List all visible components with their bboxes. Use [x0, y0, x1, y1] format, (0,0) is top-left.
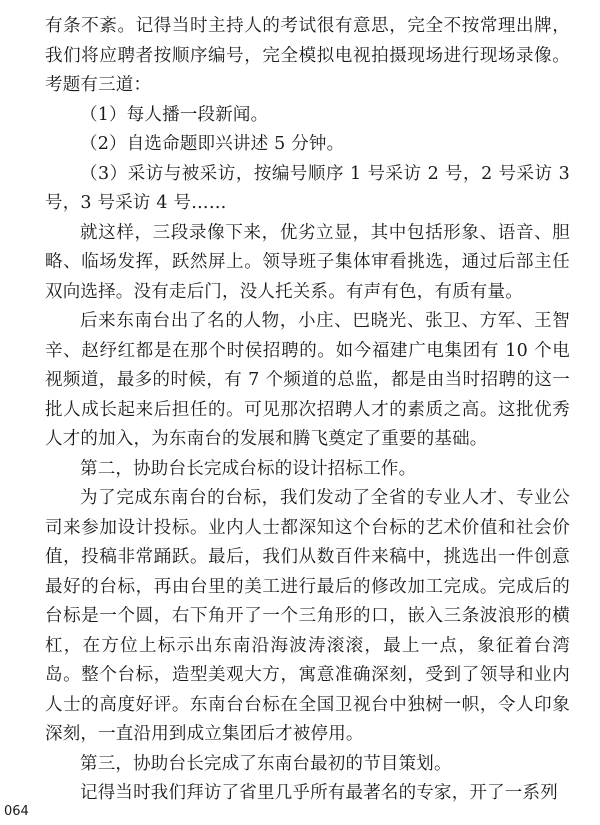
paragraph-expert-visits: 记得当时我们拜访了省里几乎所有最著名的专家，开了一系列	[80, 783, 558, 803]
exam-item-1: （1）每人播一段新闻。	[80, 104, 269, 125]
paragraph-recording-result: 就这样，三段录像下来，优劣立显，其中包括形象、语音、胆略、临场发挥，跃然屏上。领导班子集体审看挑选，通过后部主任双向选择。没有走后门，没人托关系。有声有色，有质有量。	[45, 222, 570, 302]
paragraph-logo-design: 为了完成东南台的台标，我们发动了全省的专业人才、专业公司来参加设计投标。业内人士都深知这个台标的艺术价值和社会价值，投稿非常踊跃。最后，我们从数百件来稿中，挑选出一件创意最好的台标，再由台里的美工进行最后的修改加工完成。完成后的台标是一个圆，右下角开了一个三角形的口，嵌入三条波浪形的横杠，在方位上标示出东南沿海波涛滚滚，最上一点，象征着台湾岛。整个台标，造型美观大方，寓意准确深刻，受到了领导和业内人士的高度好评。东南台台标在全国卫视台中独树一帜，令人印象深刻，一直沿用到成立集团后才被停用。	[45, 488, 570, 744]
exam-item-2: （2）自选命题即兴讲述 5 分钟。	[80, 134, 345, 154]
section-heading-program-planning: 第三，协助台长完成了东南台最初的节目策划。	[80, 753, 452, 774]
page-number: 064	[4, 804, 29, 819]
paragraph-famous-hires: 后来东南台出了名的人物，小庄、巴晓光、张卫、方军、王智辛、赵纾红都是在那个时侯招聘的。如今福建广电集团有 10 个电视频道，最多的时候，有 7 个频道的总监，都是由当时招聘的这一批人成长起来后担任的。可见那次招聘人才的素质之高。这批优秀人才的加入，为东南台的发展和腾飞奠定了重要的基础。	[45, 311, 570, 449]
exam-item-3	[45, 160, 570, 219]
section-heading-logo: 第二，协助台长完成台标的设计招标工作。	[80, 458, 417, 479]
exam-item-3-text: （3）采访与被采访，按编号顺序 1 号采访 2 号，2 号采访 3 号，3 号采访 4 号……	[45, 163, 570, 213]
paragraph-continuation: 有条不紊。记得当时主持人的考试很有意思，完全不按常理出牌，我们将应聘者按顺序编号，完全模拟电视拍摄现场进行现场录像。考题有三道：	[45, 16, 570, 95]
document-page	[45, 12, 570, 809]
